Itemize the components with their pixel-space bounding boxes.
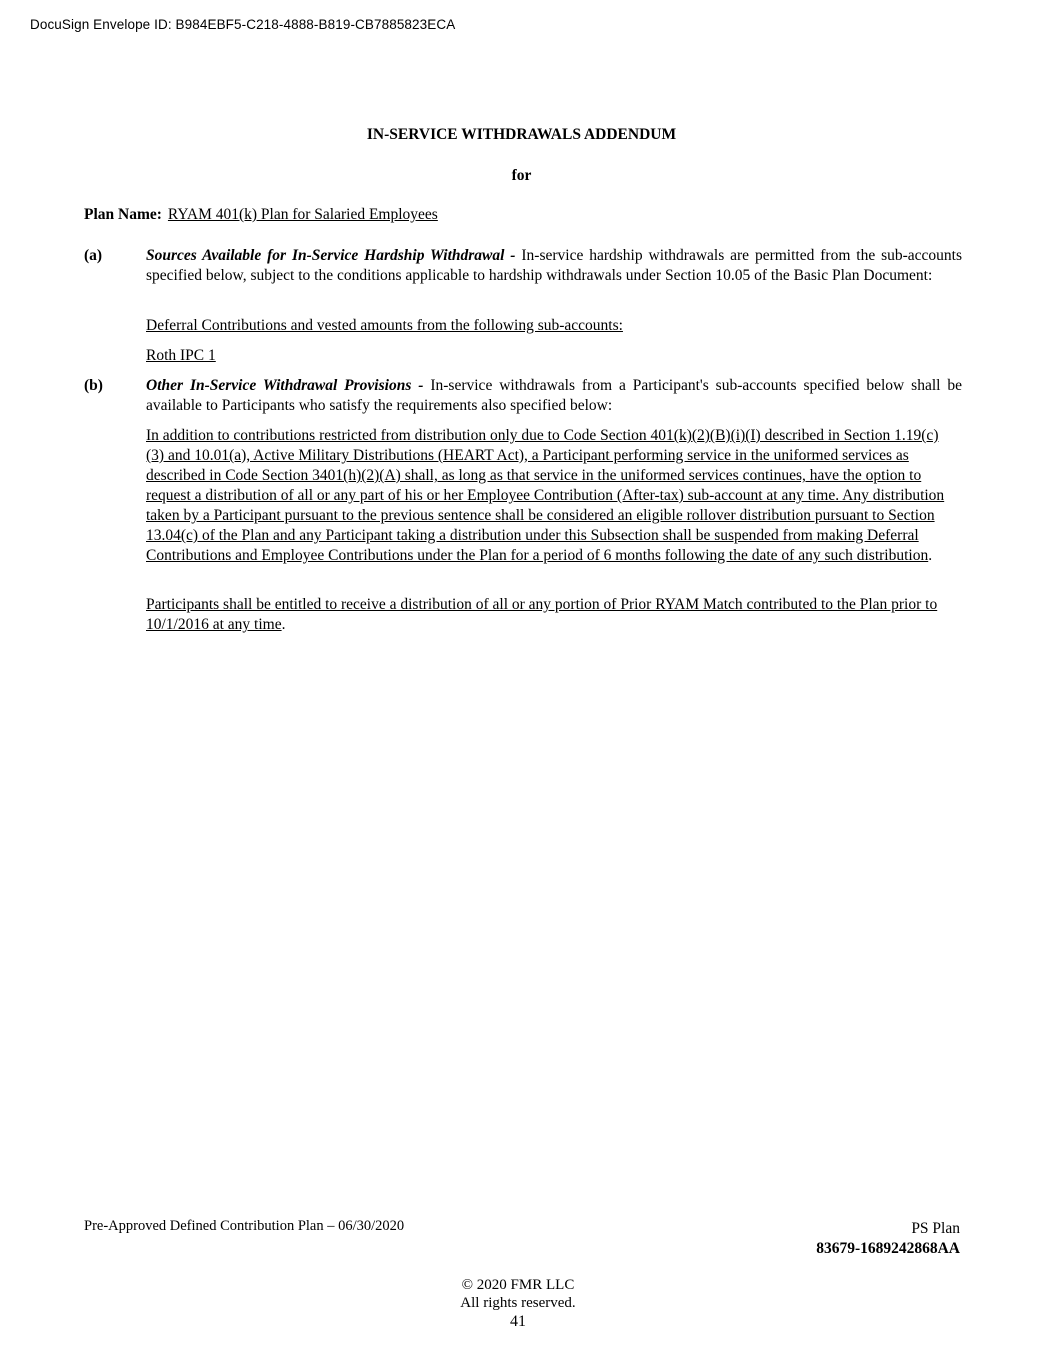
footer-plan-type: PS Plan (911, 1220, 960, 1237)
section-a-heading: Sources Available for In-Service Hardship Withdrawal - (146, 247, 516, 264)
prior-match-paragraph (146, 595, 946, 635)
footer-rights: All rights reserved. (460, 1295, 576, 1311)
military-distribution-paragraph (146, 426, 956, 566)
section-a-letter: (a) (84, 247, 103, 264)
roth-source-line (146, 346, 962, 366)
military-period: . (928, 547, 933, 564)
section-b-text: In-service withdrawals from a Participant's sub-accounts specified below shall be available to Participants who satisfy the requirements also specified below: (146, 377, 962, 414)
deferral-sources-line (146, 316, 962, 336)
prior-match-period: . (281, 616, 286, 633)
footer-plan-code: 83679-1689242868AA (816, 1240, 960, 1257)
document-subtitle: for (511, 167, 532, 184)
deferral-sources-text: Deferral Contributions and vested amounts from the following sub-accounts: (146, 317, 623, 334)
page-number: 41 (510, 1313, 526, 1330)
military-distribution-text: In addition to contributions restricted from distribution only due to Code Section 401(k)(2)(B)(i)(I) described in Section 1.19(c)(3) and 10.01(a), Active Military Distributions (HEART Act), a Participant performing service in the uniformed services as described in Code Section 3401(h)(2)(A) shall, as long as that service in the uniformed services continues, have the option to request a distribution of all or any part of his or her Employee Contribution (After-tax) sub-account at any time. Any distribution taken by a Participant pursuant to the previous sentence shall be considered an eligible rollover distribution pursuant to Section 13.04(c) of the Plan and any Participant taking a distribution under this Subsection shall be suspended from making Deferral Contributions and Employee Contributions under the Plan for a period of 6 months following the date of any such distribution (146, 427, 945, 564)
docusign-envelope-id: DocuSign Envelope ID: B984EBF5-C218-4888-B819-CB7885823ECA (30, 17, 456, 32)
footer-copyright: © 2020 FMR LLC (461, 1277, 575, 1293)
plan-name-value: RYAM 401(k) Plan for Salaried Employees (167, 206, 438, 223)
section-b-heading: Other In-Service Withdrawal Provisions - (146, 377, 424, 394)
section-a-text: In-service hardship withdrawals are permitted from the sub-accounts specified below, subject to the conditions applicable to hardship withdrawals under Section 10.05 of the Basic Plan Document: (146, 247, 963, 284)
footer-plan-document: Pre-Approved Defined Contribution Plan – 06/30/2020 (84, 1218, 405, 1234)
document-title: IN-SERVICE WITHDRAWALS ADDENDUM (366, 126, 677, 143)
footer-copyright-block (0, 1276, 1036, 1332)
plan-name (84, 206, 438, 224)
section-b (84, 376, 962, 416)
prior-match-text: Participants shall be entitled to receive a distribution of all or any portion of Prior RYAM Match contributed to the Plan prior to 10/1/2016 at any time (146, 596, 938, 633)
section-b-letter: (b) (84, 377, 103, 394)
section-a (84, 246, 962, 286)
plan-name-label: Plan Name: (84, 206, 162, 223)
roth-source-text: Roth IPC 1 (146, 347, 216, 364)
section-b-body (146, 376, 962, 416)
section-a-body (146, 246, 962, 286)
footer-plan-id (816, 1219, 960, 1259)
